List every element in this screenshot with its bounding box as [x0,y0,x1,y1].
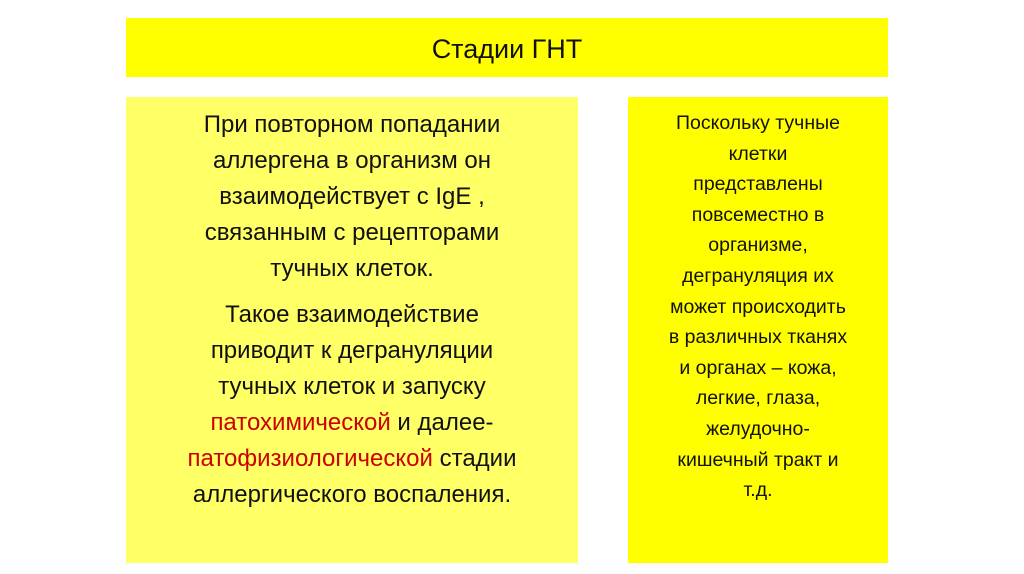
left-p2-line: тучных клеток и запуску [218,373,486,400]
left-p2-line: приводит к дегрануляции [210,337,494,364]
left-p1-line: связанным с рецепторами [204,219,500,246]
right-line: может происходить [670,295,846,318]
right-line: Поскольку тучные [676,112,840,134]
right-line: дегрануляция их [682,264,834,287]
pathochemical-highlight: патохимической [210,409,391,436]
right-line: желудочно- [706,417,810,440]
pathophysiological-highlight: патофизиологической [187,445,433,472]
right-line: представлены [693,173,823,196]
right-text-box [628,97,888,563]
left-text-box [126,97,578,563]
left-p2-text: стадии [432,445,517,472]
left-p2-line: аллергического воспаления. [192,481,512,508]
left-paragraph-2 [126,297,578,513]
left-paragraph-1 [126,107,578,287]
right-line: клетки [728,142,788,165]
left-p1-line: При повторном попадании [203,111,501,138]
left-p2-text: и далее- [390,409,494,436]
right-paragraph [628,108,888,506]
right-line: кишечный тракт и [677,448,839,471]
right-line: легкие, глаза, [695,387,821,410]
left-p2-line: Такое взаимодействие [225,301,479,328]
title-box [126,18,888,77]
right-line: и органах – кожа, [679,356,837,379]
right-line: организме, [708,234,808,257]
right-line: т.д. [743,479,773,502]
slide-title: Стадии ГНТ [431,34,583,64]
right-line: в различных тканях [668,326,848,349]
left-p1-line: взаимодействует с IgE , [219,183,485,210]
left-p1-line: тучных клеток. [270,255,434,282]
right-line: повсеместно в [691,203,825,226]
left-p1-line: аллергена в организм он [212,147,491,174]
